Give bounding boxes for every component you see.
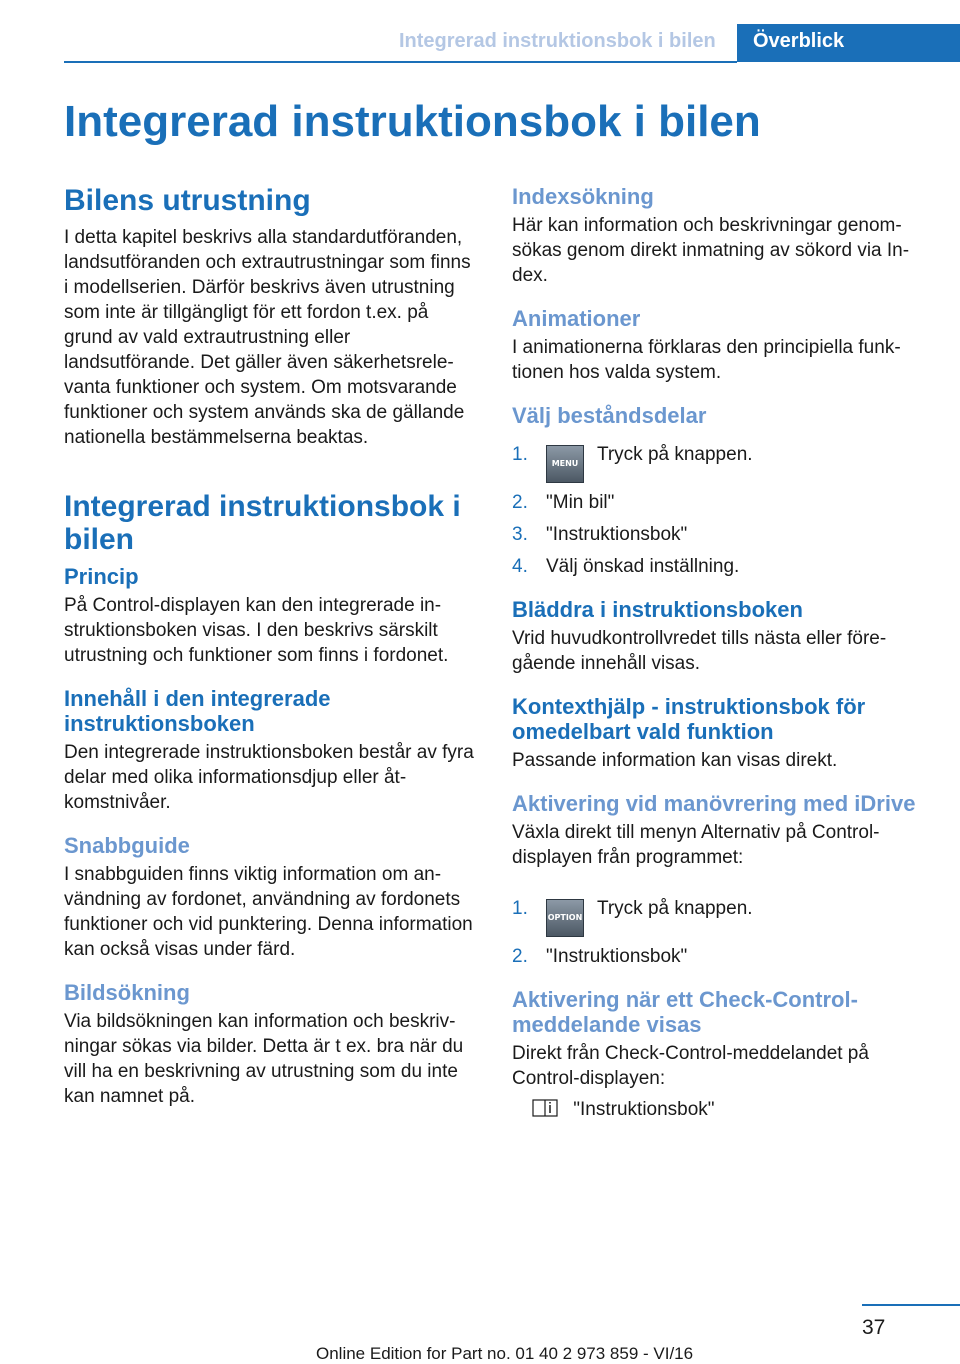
index-search-heading: Indexsökning bbox=[512, 184, 654, 209]
book-info-icon bbox=[532, 1099, 558, 1117]
image-search-heading: Bildsökning bbox=[64, 980, 190, 1005]
step-number: 2. bbox=[512, 946, 528, 967]
select-components-steps bbox=[512, 434, 932, 579]
context-help-heading: Kontexthjälp - instruktionsbok för omedelbart vald funktion bbox=[512, 694, 866, 744]
quick-guide-heading: Snabbguide bbox=[64, 833, 190, 858]
menu-button-icon: MENU bbox=[546, 445, 584, 483]
check-control-item-label: "Instruktionsbok" bbox=[573, 1099, 715, 1120]
step-number: 4. bbox=[512, 556, 528, 577]
browse-text: Vrid huvudkontrollvredet tills nästa eller föregående innehåll visas. bbox=[512, 628, 887, 674]
footer-edition: Online Edition for Part no. 01 40 2 973 859 - VI/16 bbox=[316, 1344, 694, 1363]
footer-divider bbox=[862, 1304, 960, 1306]
image-search-text: Via bildsökningen kan information och beskrivningar sökas via bilder. Detta är t ex. bra när du vill ha en beskrivning av utrustning som du inte kan namnet på. bbox=[64, 1011, 464, 1107]
step-text: "Min bil" bbox=[546, 492, 615, 513]
step-number: 1. bbox=[512, 444, 528, 465]
contents-text: Den integrerade instruktionsboken består av fyra delar med olika informationsdjup eller åtkomstnivåer. bbox=[64, 742, 474, 813]
principle-text: På Control-displayen kan den integrerade instruktionsboken visas. I den beskrivs särskilt utrustning och funktioner som finns i fordonet. bbox=[64, 595, 449, 666]
check-control-heading: Aktivering när ett Check-Control-meddelande visas bbox=[512, 987, 858, 1037]
header-divider bbox=[64, 61, 737, 63]
animations-heading: Animationer bbox=[512, 306, 641, 331]
list-item bbox=[512, 554, 932, 579]
step-number: 3. bbox=[512, 524, 528, 545]
left-column bbox=[64, 184, 480, 1127]
step-text: "Instruktionsbok" bbox=[546, 524, 688, 545]
check-control-text: Direkt från Check-Control-meddelandet på Control-displayen: bbox=[512, 1043, 869, 1089]
header-chapter-title: Integrerad instruktionsbok i bilen bbox=[399, 30, 716, 52]
page-header bbox=[0, 0, 960, 62]
list-item bbox=[512, 944, 932, 969]
header-section-tab[interactable]: Överblick bbox=[737, 24, 960, 62]
index-search-text: Här kan information och beskrivningar genomsökas genom direkt inmatning av sökord via Index. bbox=[512, 215, 910, 286]
select-components-heading: Välj beståndsdelar bbox=[512, 403, 707, 428]
list-item bbox=[512, 888, 932, 937]
section-heading: Integrerad instruktionsbok i bilen bbox=[64, 490, 461, 556]
list-item bbox=[512, 434, 932, 483]
list-item bbox=[512, 522, 932, 547]
idrive-activation-text: Växla direkt till menyn Alternativ på Control-displayen från programmet: bbox=[512, 822, 880, 868]
quick-guide-text: I snabbguiden finns viktig information om användning av fordonet, användning av fordonets funktioner och vid punktering. Denna information kan också visas under färd. bbox=[64, 864, 473, 960]
step-text: Tryck på knappen. bbox=[596, 444, 753, 465]
step-text: Välj önskad inställning. bbox=[546, 556, 740, 577]
principle-heading: Princip bbox=[64, 564, 139, 589]
step-text: Tryck på knappen. bbox=[596, 898, 753, 919]
equipment-heading: Bilens utrustning bbox=[64, 184, 311, 217]
page-number: 37 bbox=[862, 1316, 886, 1339]
context-help-text: Passande information kan visas direkt. bbox=[512, 750, 838, 771]
step-text: "Instruktionsbok" bbox=[546, 946, 688, 967]
step-number: 1. bbox=[512, 898, 528, 919]
right-column bbox=[512, 184, 932, 1122]
idrive-steps bbox=[512, 888, 932, 969]
idrive-activation-heading: Aktivering vid manövrering med iDrive bbox=[512, 791, 916, 816]
equipment-text: I detta kapitel beskrivs alla standardutföranden, landsutföranden och extrautrustningar som finns i modellserien. Därför beskrivs även utrustning som inte är tillgängligt för ett fordon t.ex. på grund av vald extrautrustning eller landsutförande. Det gäller även säkerhetsrelevanta funktioner och system. Om motsvarande funktioner och system används ska de gällande nationella bestämmelserna beaktas. bbox=[64, 227, 471, 448]
check-control-item bbox=[512, 1097, 932, 1122]
browse-heading: Bläddra i instruktionsboken bbox=[512, 597, 803, 622]
option-button-icon: OPTION bbox=[546, 899, 584, 937]
page-title: Integrerad instruktionsbok i bilen bbox=[64, 97, 761, 146]
animations-text: I animationerna förklaras den principiella funktionen hos valda system. bbox=[512, 337, 901, 383]
contents-heading: Innehåll i den integrerade instruktionsboken bbox=[64, 686, 331, 736]
step-number: 2. bbox=[512, 492, 528, 513]
list-item bbox=[512, 490, 932, 515]
